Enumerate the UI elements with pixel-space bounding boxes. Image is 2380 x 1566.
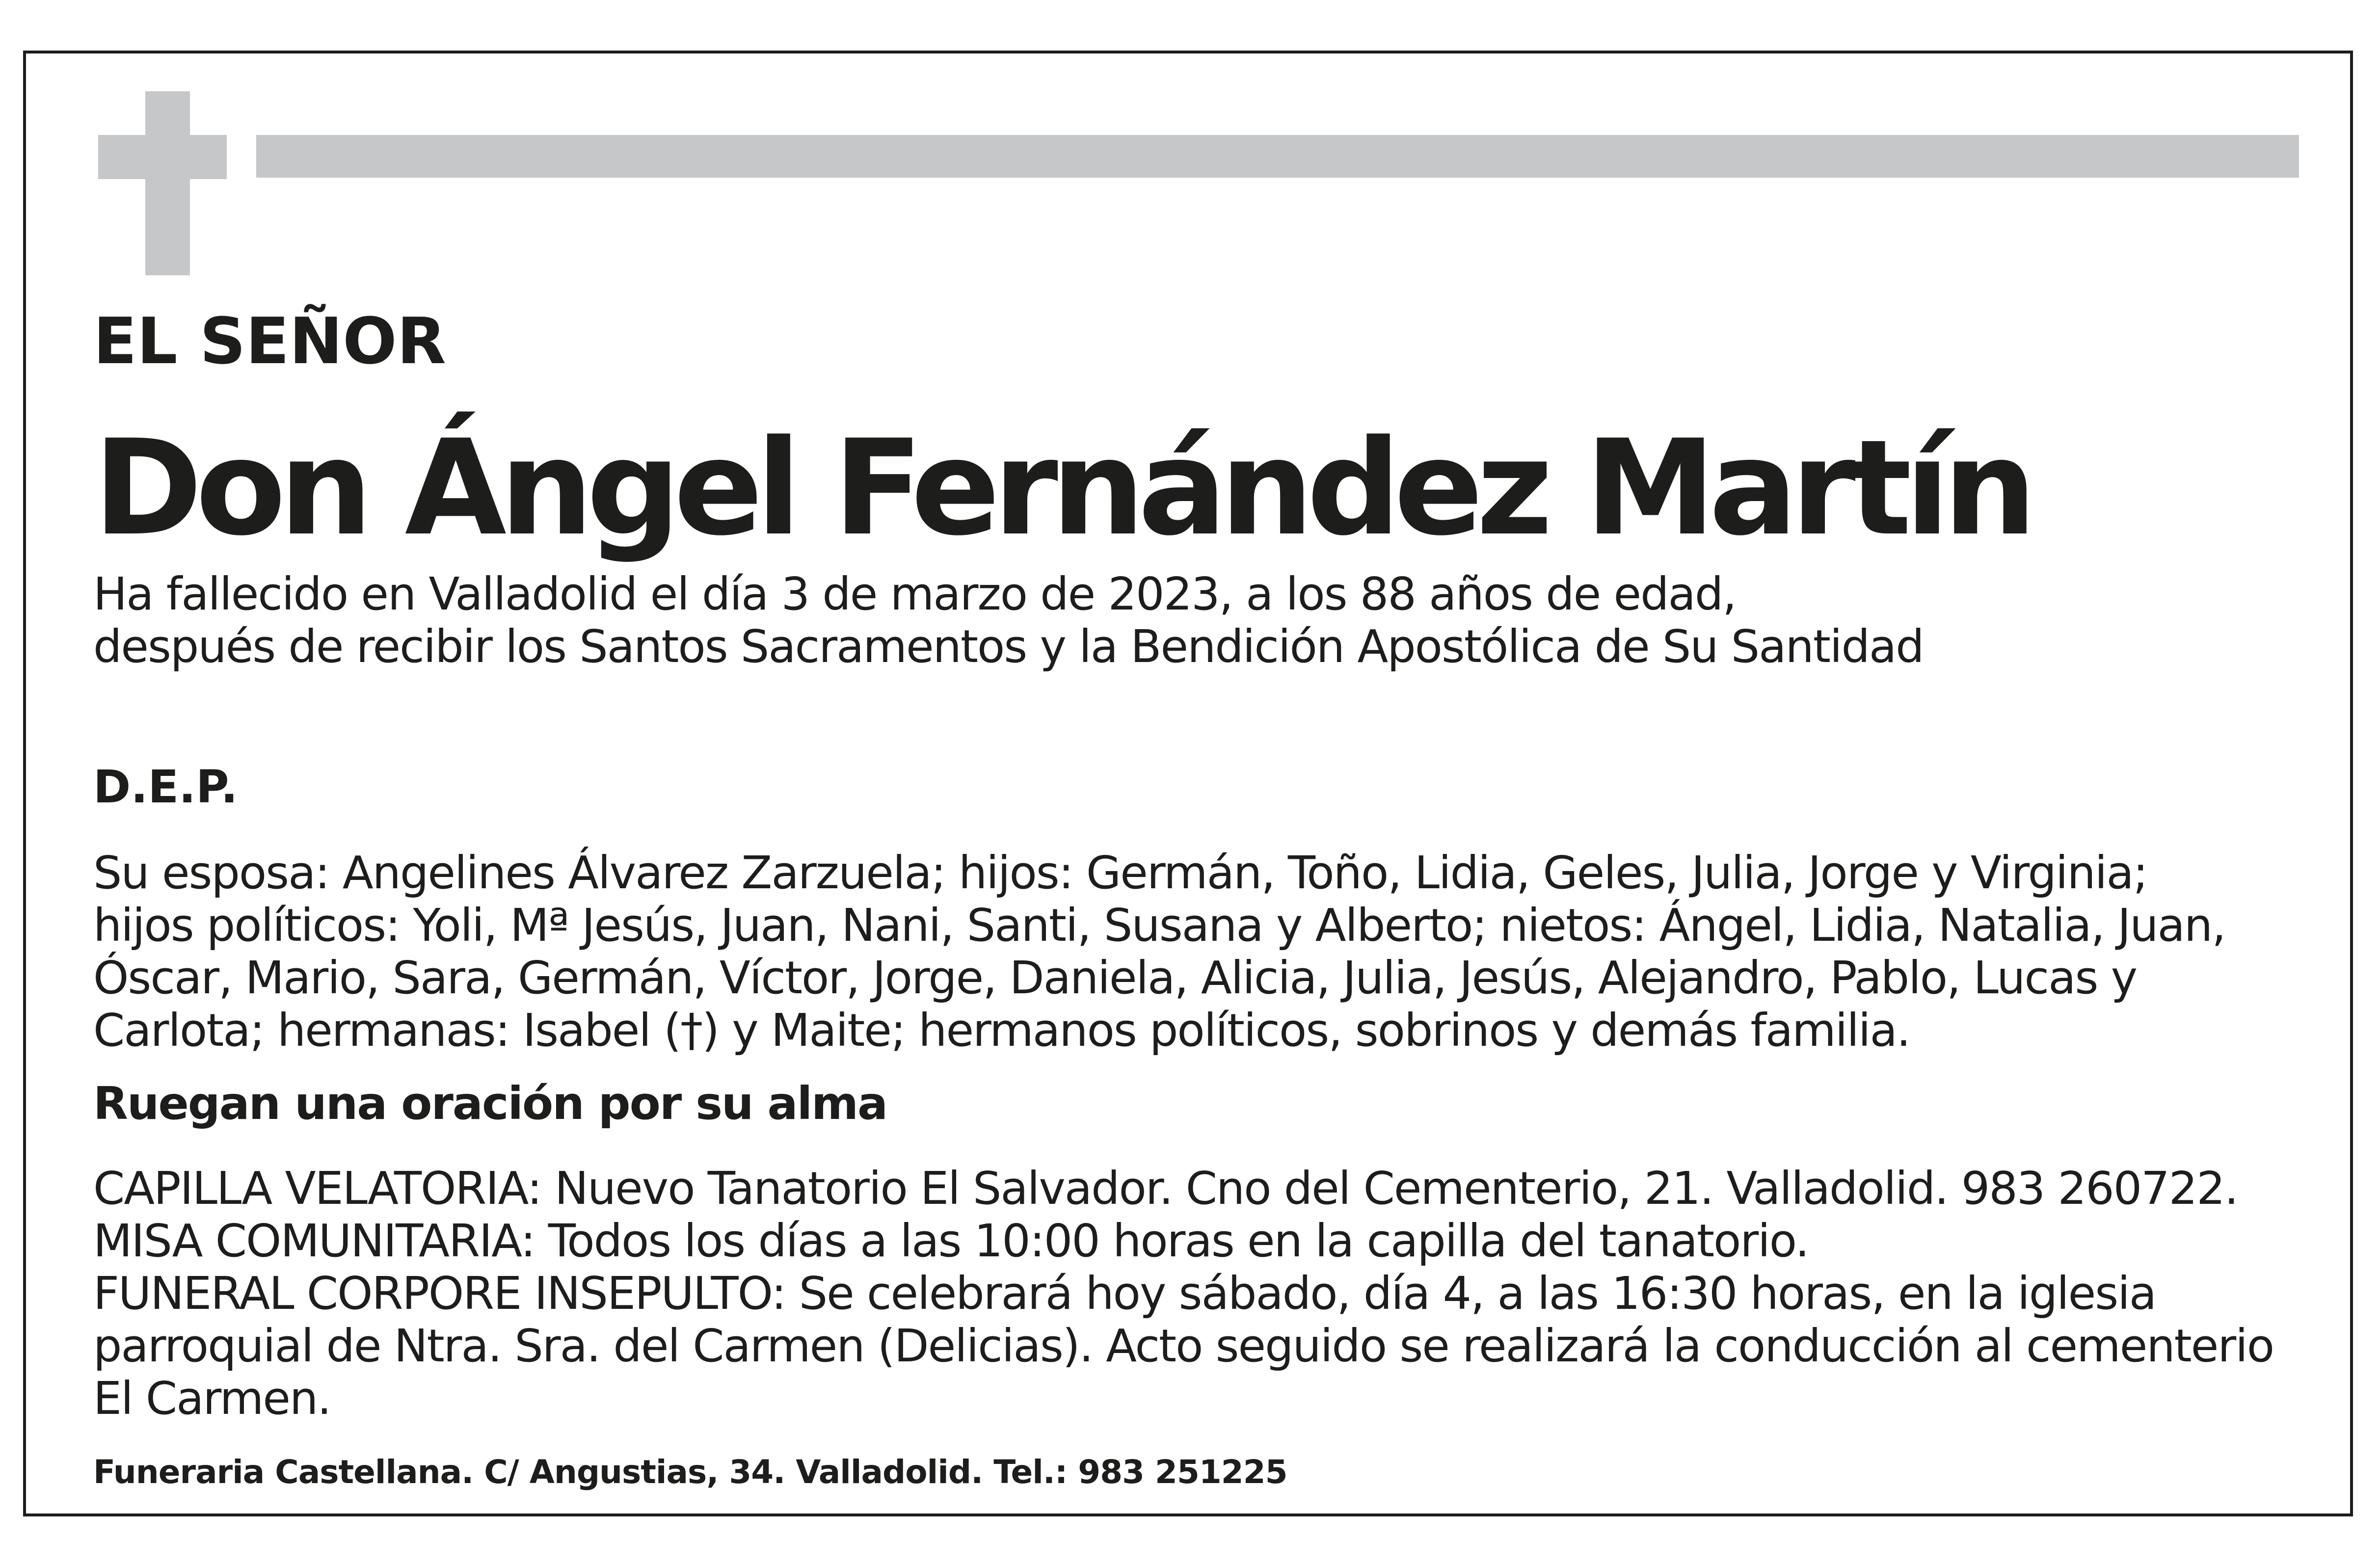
- latin-cross-icon: [145, 91, 190, 275]
- funeral-home-contact: Funeraria Castellana. C/ Angustias, 34. Valladolid. Tel.: 983 251225: [93, 1453, 1287, 1491]
- family-line: Óscar, Mario, Sara, Germán, Víctor, Jorge, Daniela, Alicia, Julia, Jesús, Alejandro, Pablo, Lucas y: [93, 952, 2137, 1004]
- passing-notice: [93, 568, 1924, 673]
- header-rule: [256, 135, 2299, 178]
- deceased-name: Don Ángel Fernández Martín: [93, 412, 2030, 565]
- passing-line: Ha fallecido en Valladolid el día 3 de marzo de 2023, a los 88 años de edad,: [93, 568, 1736, 620]
- honorific: EL SEÑOR: [93, 304, 446, 378]
- family-line: Su esposa: Angelines Álvarez Zarzuela; hijos: Germán, Toño, Lidia, Geles, Julia, Jorge y Virginia;: [93, 847, 2147, 899]
- dep-label: D.E.P.: [93, 761, 238, 813]
- services-line: CAPILLA VELATORIA: Nuevo Tanatorio El Salvador. Cno del Cementerio, 21. Valladolid. 983 260722.: [93, 1162, 2238, 1215]
- family-line: hijos políticos: Yoli, Mª Jesús, Juan, Nani, Santi, Susana y Alberto; nietos: Ángel, Lidia, Natalia, Juan,: [93, 899, 2225, 952]
- services-info: [93, 1162, 2273, 1425]
- family-line: Carlota; hermanas: Isabel (†) y Maite; hermanos políticos, sobrinos y demás familia.: [93, 1004, 1910, 1057]
- services-line: parroquial de Ntra. Sra. del Carmen (Delicias). Acto seguido se realizará la conducción al cementerio: [93, 1320, 2274, 1372]
- latin-cross-icon-arm: [98, 135, 227, 179]
- passing-line: después de recibir los Santos Sacramentos y la Bendición Apostólica de Su Santidad: [93, 620, 1924, 673]
- services-line: El Carmen.: [93, 1372, 331, 1425]
- services-line: MISA COMUNITARIA: Todos los días a las 10:00 horas en la capilla del tanatorio.: [93, 1215, 1809, 1267]
- family-list: [93, 847, 2225, 1057]
- services-line: FUNERAL CORPORE INSEPULTO: Se celebrará hoy sábado, día 4, a las 16:30 horas, en la iglesia: [93, 1267, 2156, 1320]
- prayer-request: Ruegan una oración por su alma: [93, 1077, 887, 1130]
